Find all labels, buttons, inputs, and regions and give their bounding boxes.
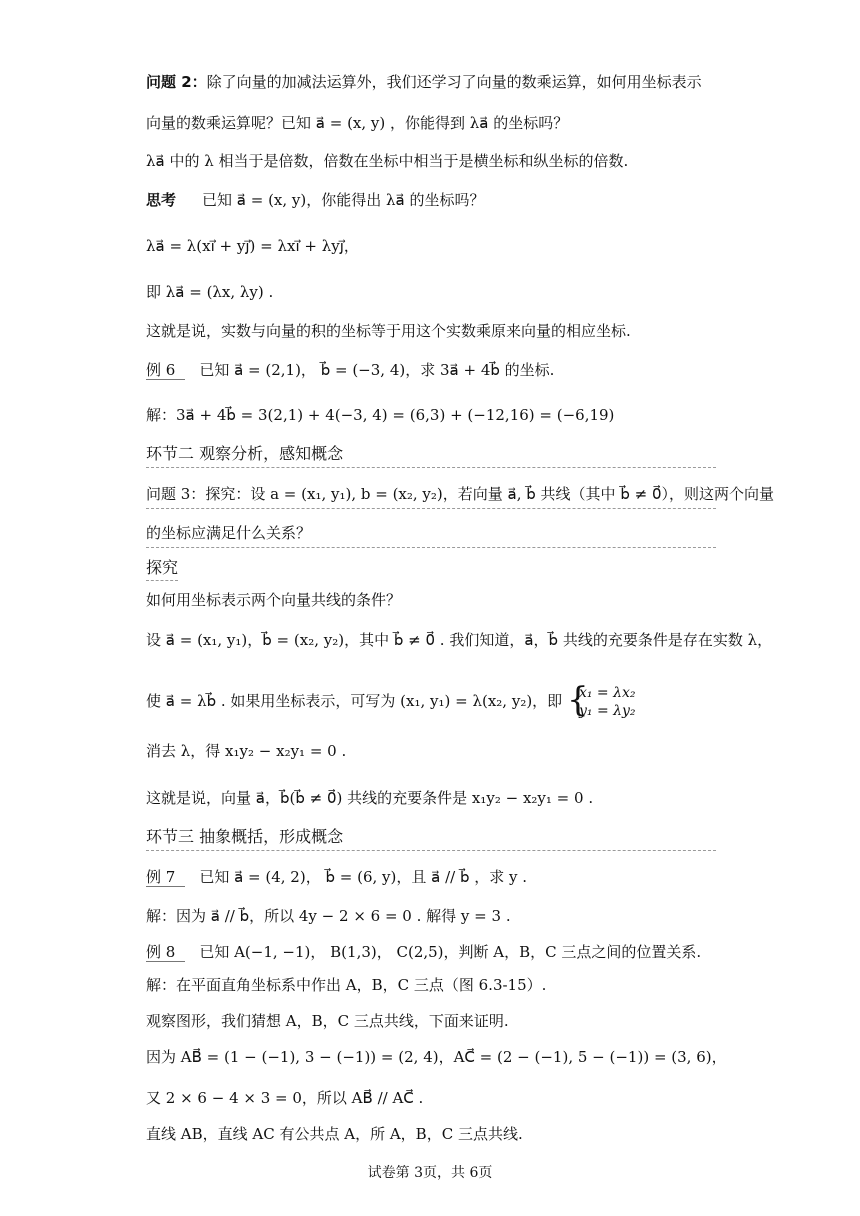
explore-heading: 探究 bbox=[146, 558, 179, 577]
explore-coordinates bbox=[146, 684, 636, 720]
problem-2-label: 问题 2： bbox=[146, 73, 207, 91]
problem-3-cont-rule bbox=[146, 547, 716, 548]
example-7-solution: 解：因为 a⃗ // b⃗，所以 4y − 2 × 6 = 0 . 解得 y = 3 . bbox=[146, 907, 511, 925]
think-text: 已知 a⃗ = (x, y)，你能得出 λa⃗ 的坐标吗？ bbox=[202, 191, 485, 209]
equation-system bbox=[569, 684, 636, 720]
page-footer: 试卷第 3页，共 6页 bbox=[367, 1165, 493, 1181]
eliminate-lambda: 消去 λ，得 x₁y₂ − x₂y₁ = 0 . bbox=[146, 742, 347, 760]
formula-scalar-mult: λa⃗ = λ(xi⃗ + yj⃗) = λxi⃗ + λyj⃗， bbox=[146, 237, 359, 255]
explore-question: 如何用坐标表示两个向量共线的条件？ bbox=[146, 591, 402, 609]
example-8-step-2: 观察图形，我们猜想 A，B，C 三点共线，下面来证明. bbox=[146, 1012, 509, 1030]
formula-result: 即 λa⃗ = (λx, λy) . bbox=[146, 283, 274, 301]
example-7-label: 例 7 bbox=[146, 868, 185, 887]
example-8-step-1: 解：在平面直角坐标系中作出 A，B，C 三点（图 6.3-15）. bbox=[146, 976, 547, 994]
section-3-rule bbox=[146, 850, 716, 851]
equation-2: y₁ = λy₂ bbox=[578, 703, 636, 719]
collinear-condition: 这就是说，向量 a⃗，b⃗(b⃗ ≠ 0⃗) 共线的充要条件是 x₁y₂ − x₂y₁ = 0 . bbox=[146, 789, 594, 807]
example-7-text: 已知 a⃗ = (4, 2)， b⃗ = (6, y)，且 a⃗ // b⃗ ，求 y . bbox=[199, 868, 528, 886]
think-label: 思考 bbox=[146, 191, 177, 209]
section-2-heading: 环节二 观察分析，感知概念 bbox=[146, 444, 344, 463]
line-3: λa⃗ 中的 λ 相当于是倍数，倍数在坐标中相当于是横坐标和纵坐标的倍数. bbox=[146, 152, 629, 170]
example-8-conclusion: 直线 AB，直线 AC 有公共点 A，所 A，B，C 三点共线. bbox=[146, 1125, 523, 1143]
example-8-text: 已知 A(−1, −1)， B(1,3)， C(2,5)，判断 A，B，C 三点之间的位置关系. bbox=[199, 943, 702, 961]
problem-3-label: 问题 3： bbox=[146, 485, 206, 503]
example-6 bbox=[146, 360, 554, 380]
think-line bbox=[146, 190, 485, 210]
problem-3 bbox=[146, 484, 774, 504]
example-7 bbox=[146, 867, 527, 887]
example-6-text: 已知 a⃗ = (2,1)， b⃗ = (−3, 4)，求 3a⃗ + 4b⃗ 的坐标. bbox=[199, 361, 555, 379]
problem-3-text: 探究：设 a = (x₁, y₁), b = (x₂, y₂)，若向量 a⃗, b⃗ 共线（其中 b⃗ ≠ 0⃗），则这两个向量 bbox=[205, 485, 774, 503]
problem-3-rule bbox=[146, 508, 716, 509]
problem-3-cont: 的坐标应满足什么关系？ bbox=[146, 524, 312, 542]
conclusion-1: 这就是说，实数与向量的积的坐标等于用这个实数乘原来向量的相应坐标. bbox=[146, 322, 631, 340]
explore-setup: 设 a⃗ = (x₁, y₁)，b⃗ = (x₂, y₂)，其中 b⃗ ≠ 0⃗ . 我们知道，a⃗，b⃗ 共线的充要条件是存在实数 λ， bbox=[146, 631, 773, 649]
section-3-heading: 环节三 抽象概括，形成概念 bbox=[146, 827, 344, 846]
section-2-rule bbox=[146, 467, 716, 468]
line-2: 向量的数乘运算呢？已知 a⃗ = (x, y) ，你能得到 λa⃗ 的坐标吗？ bbox=[146, 114, 569, 132]
example-8 bbox=[146, 942, 701, 962]
example-8-step-4: 又 2 × 6 − 4 × 3 = 0，所以 AB⃗ // AC⃗ . bbox=[146, 1089, 424, 1107]
equation-1: { x₁ = λx₂ bbox=[578, 685, 636, 701]
example-6-label: 例 6 bbox=[146, 361, 185, 380]
example-8-step-3: 因为 AB⃗ = (1 − (−1), 3 − (−1)) = (2, 4)，AC⃗ = (2 − (−1), 5 − (−1)) = (3, 6)， bbox=[146, 1048, 727, 1066]
explore-rule bbox=[146, 580, 178, 581]
example-6-solution: 解：3a⃗ + 4b⃗ = 3(2,1) + 4(−3, 4) = (6,3) + (−12,16) = (−6,19) bbox=[146, 406, 615, 424]
problem-2-text: 除了向量的加减法运算外，我们还学习了向量的数乘运算，如何用坐标表示 bbox=[206, 73, 702, 91]
coordinates-text: 使 a⃗ = λb⃗ . 如果用坐标表示，可写为 (x₁, y₁) = λ(x₂, y₂)，即 bbox=[146, 692, 563, 710]
line-1 bbox=[146, 72, 702, 92]
example-8-label: 例 8 bbox=[146, 943, 185, 962]
